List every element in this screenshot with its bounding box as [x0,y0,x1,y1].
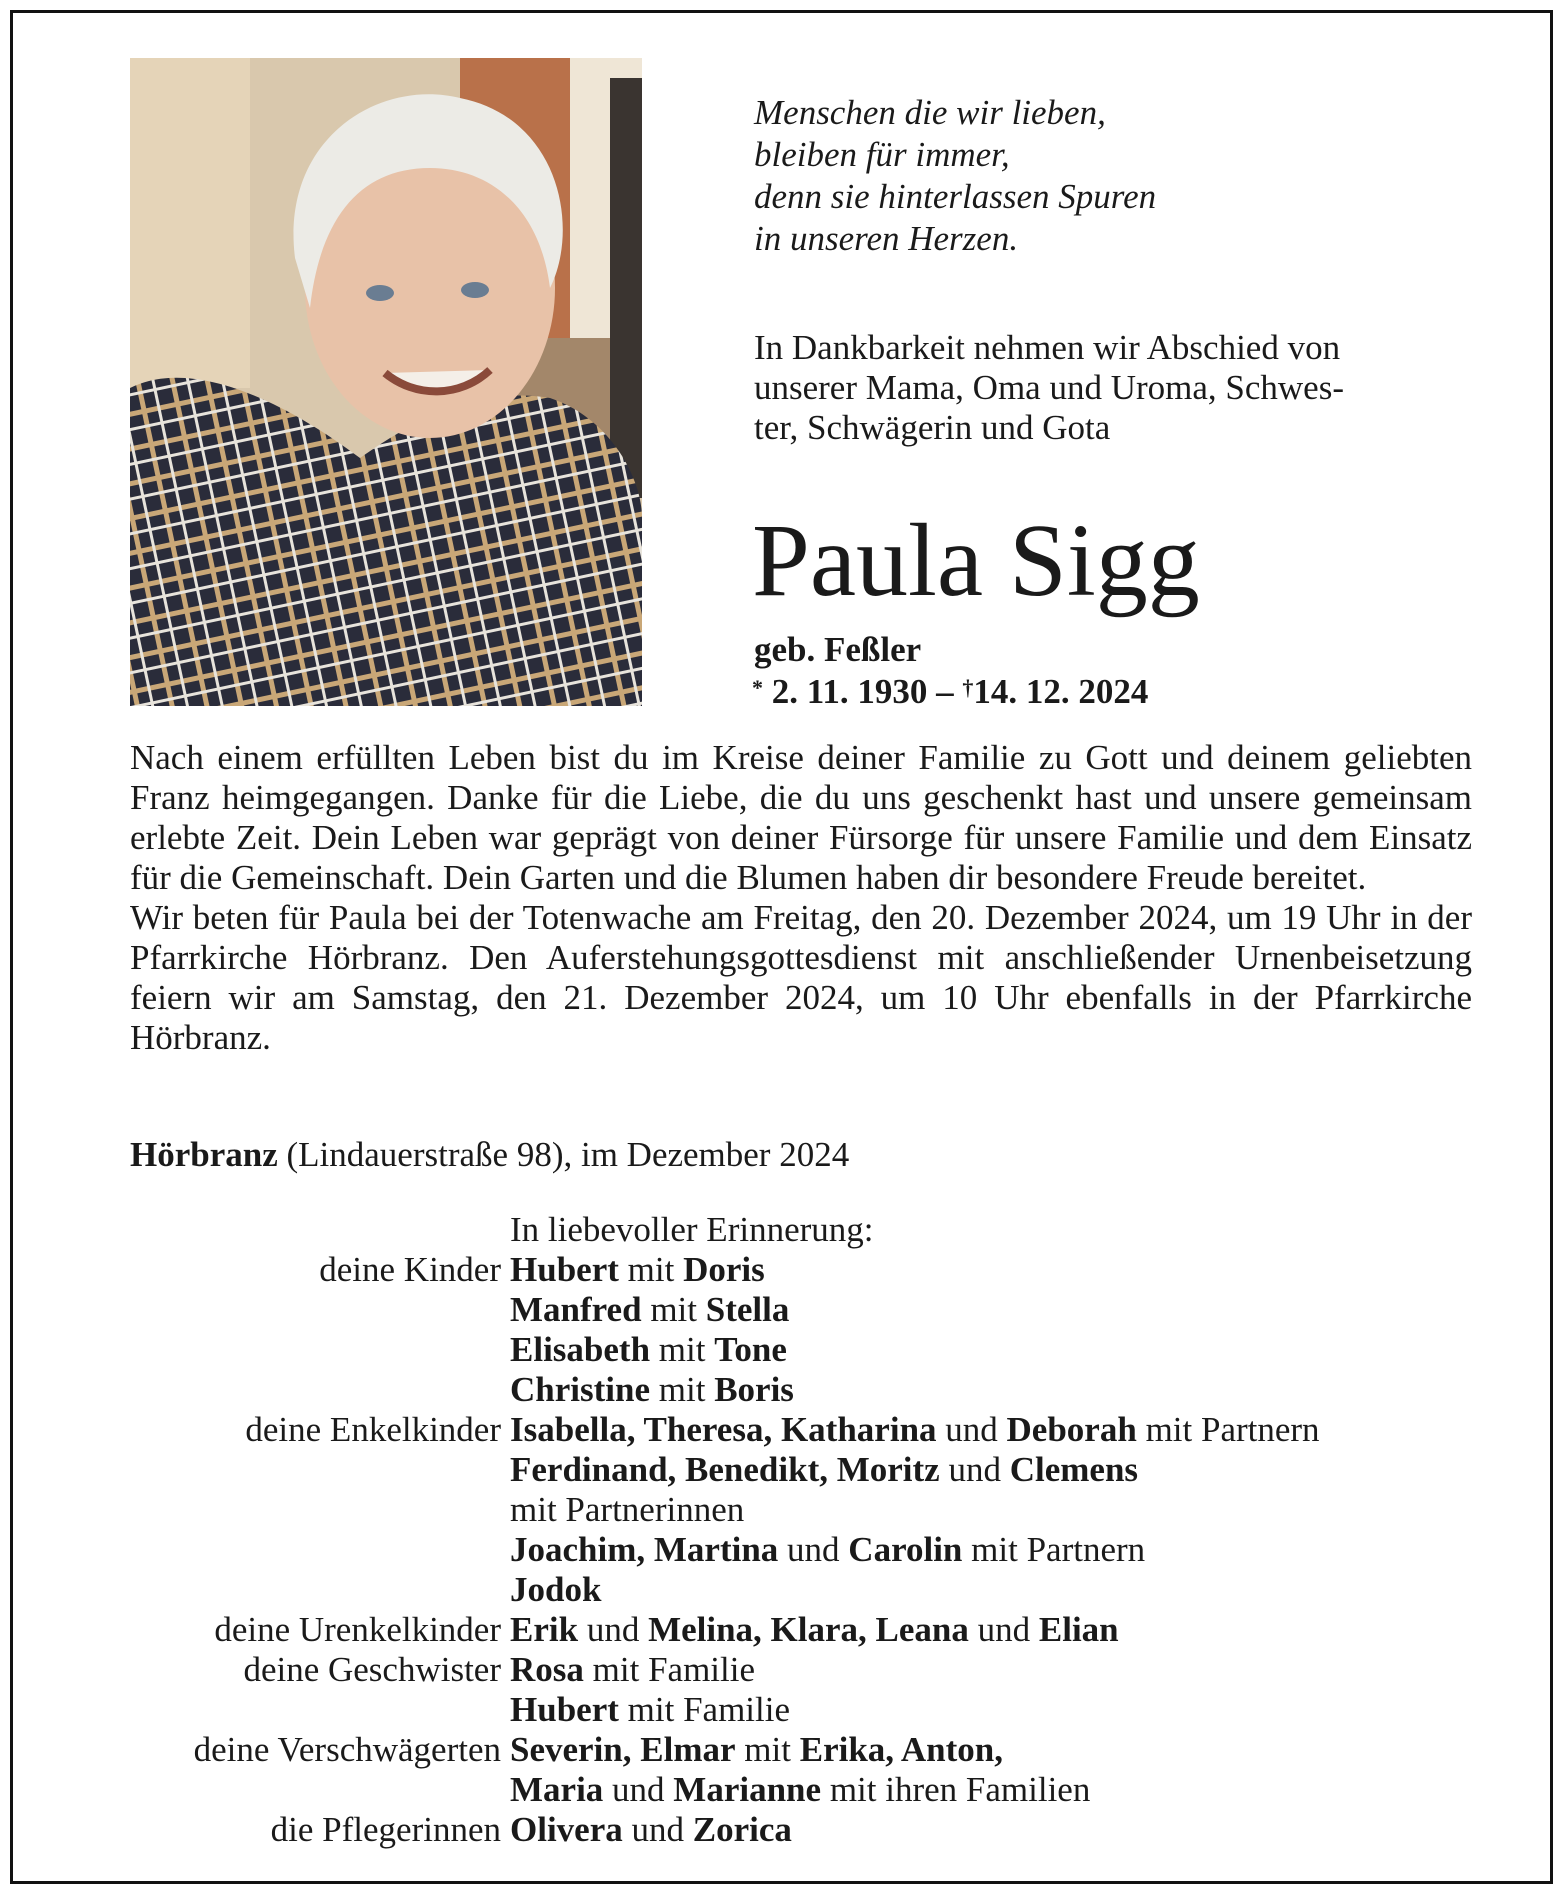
family-names [510,1650,755,1690]
family-row [0,1810,1567,1850]
family-names [510,1290,789,1330]
birth-date: 2. 11. 1930 [771,672,928,711]
family-row [0,1450,1567,1490]
verse-quote [754,92,1494,260]
deceased-name: Paula Sigg [752,503,1200,618]
family-member-name: Elian [1038,1610,1119,1649]
family-member-name: Carolin [848,1530,963,1569]
family-member-name: Erika, Anton, [799,1730,1003,1769]
obituary-text [130,738,1472,1058]
family-member-name: Ferdinand, Benedikt, Moritz [510,1450,940,1489]
family-member-name: Stella [705,1290,790,1329]
family-member-name: Erik [510,1610,579,1649]
portrait-photo [130,58,642,706]
life-dates [752,672,1148,712]
death-symbol: † [962,675,974,700]
verse-line: Menschen die wir lieben, [754,93,1106,132]
family-member-name: Hubert [510,1690,619,1729]
verse-line: denn sie hinterlassen Spuren [754,177,1157,216]
date-dash: – [936,672,954,711]
family-connector: mit [618,1250,684,1289]
family-names [510,1690,790,1730]
family-member-name: Maria [510,1770,604,1809]
family-names [510,1250,765,1290]
family-member-name: Manfred [510,1290,642,1329]
family-member-name: Deborah [1006,1410,1137,1449]
family-connector: und [578,1610,649,1649]
family-member-name: Jodok [510,1570,602,1609]
family-connector: mit Familie [618,1690,790,1729]
intro-line: ter, Schwägerin und Gota [754,408,1111,447]
family-connector: und [939,1450,1010,1489]
family-names [510,1570,601,1610]
family-row [0,1730,1567,1770]
family-connector: mit [641,1290,706,1329]
birth-name: geb. Feßler [754,630,922,669]
family-names [510,1730,1003,1770]
family-relation-label: deine Kinder [319,1250,501,1289]
death-date: 14. 12. 2024 [973,672,1149,711]
family-names [510,1330,787,1370]
obituary-paragraph: Nach einem erfüllten Leben bist du im Kreise deiner Familie zu Gott und deinem geliebten Franz heimgegangen. Danke für die Liebe, die du uns geschenkt hast und unsere gemeinsam erlebte Zeit. Dein Leben war geprägt von deiner Fürsorge für unsere Familie und dem Einsatz für die Gemeinschaft. Dein Garten und die Blumen haben dir besondere Freude bereitet. [130,738,1472,897]
family-connector: und [968,1610,1039,1649]
family-connector: mit Partnern [962,1530,1146,1569]
family-row [0,1370,1567,1410]
family-member-name: Melina, Klara, Leana [648,1610,969,1649]
family-names [510,1450,1138,1490]
family-connector: und [778,1530,849,1569]
family-member-name: Rosa [510,1650,584,1689]
family-names [510,1810,792,1850]
family-names [510,1410,1320,1450]
family-row [0,1690,1567,1730]
family-row [0,1610,1567,1650]
intro-line: In Dankbarkeit nehmen wir Abschied von [754,328,1341,367]
family-member-name: Joachim, Martina [510,1530,779,1569]
family-connector: mit ihren Familien [821,1770,1091,1809]
intro-line: unserer Mama, Oma und Uroma, Schwes- [754,368,1344,407]
family-connector: mit [650,1330,715,1369]
family-connector: und [603,1770,674,1809]
memory-heading: In liebevoller Erinnerung: [510,1210,874,1249]
obituary-paragraph: Wir beten für Paula bei der Totenwache am Freitag, den 20. Dezember 2024, um 19 Uhr in der Pfarrkirche Hörbranz. Den Auferstehungsgottesdienst mit anschließender Urnenbeisetzung feiern wir am Samstag, den 21. Dezember 2024, um 10 Uhr ebenfalls in der Pfarrkirche Hörbranz. [130,898,1472,1057]
family-relation-label: deine Enkelkinder [245,1410,501,1449]
family-member-name: Tone [714,1330,787,1369]
family-row [0,1570,1567,1610]
family-connector: mit Partnerinnen [510,1490,745,1529]
family-names [510,1610,1119,1650]
family-member-name: Clemens [1009,1450,1139,1489]
family-relation-label: deine Geschwister [243,1650,501,1689]
family-row [0,1490,1567,1530]
verse-line: in unseren Herzen. [754,219,1019,258]
family-row [0,1650,1567,1690]
family-member-name: Boris [714,1370,794,1409]
family-member-name: Isabella, Theresa, Katharina [510,1410,937,1449]
family-member-name: Marianne [673,1770,822,1809]
family-row [0,1770,1567,1810]
family-names [510,1370,794,1410]
family-names [510,1530,1145,1570]
family-connector: mit Partnern [1136,1410,1320,1449]
family-member-name: Christine [510,1370,650,1409]
family-member-name: Doris [683,1250,765,1289]
family-relation-label: deine Urenkelkinder [214,1610,501,1649]
family-relation-label: die Pflegerinnen [270,1810,501,1849]
place-town: Hörbranz [130,1135,278,1174]
family-relation-label: deine Verschwägerten [193,1730,501,1769]
place-and-date [130,1135,1472,1175]
family-names [510,1490,744,1530]
family-connector: und [622,1810,693,1849]
family-member-name: Olivera [510,1810,623,1849]
family-row [0,1330,1567,1370]
family-connector: mit Familie [583,1650,756,1689]
place-rest: (Lindauerstraße 98), im Dezember 2024 [286,1135,850,1174]
family-row [0,1290,1567,1330]
intro-text [754,328,1474,448]
family-row [0,1250,1567,1290]
family-member-name: Severin, Elmar [510,1730,736,1769]
family-member-name: Elisabeth [510,1330,651,1369]
family-list [0,1250,1567,1850]
family-connector: mit [650,1370,715,1409]
family-names [510,1770,1090,1810]
family-member-name: Zorica [692,1810,792,1849]
verse-line: bleiben für immer, [754,135,1010,174]
portrait-illustration [130,58,642,706]
family-row [0,1410,1567,1450]
birth-symbol: * [752,675,763,700]
family-row [0,1530,1567,1570]
family-connector: mit [735,1730,800,1769]
family-member-name: Hubert [510,1250,619,1289]
family-connector: und [936,1410,1007,1449]
